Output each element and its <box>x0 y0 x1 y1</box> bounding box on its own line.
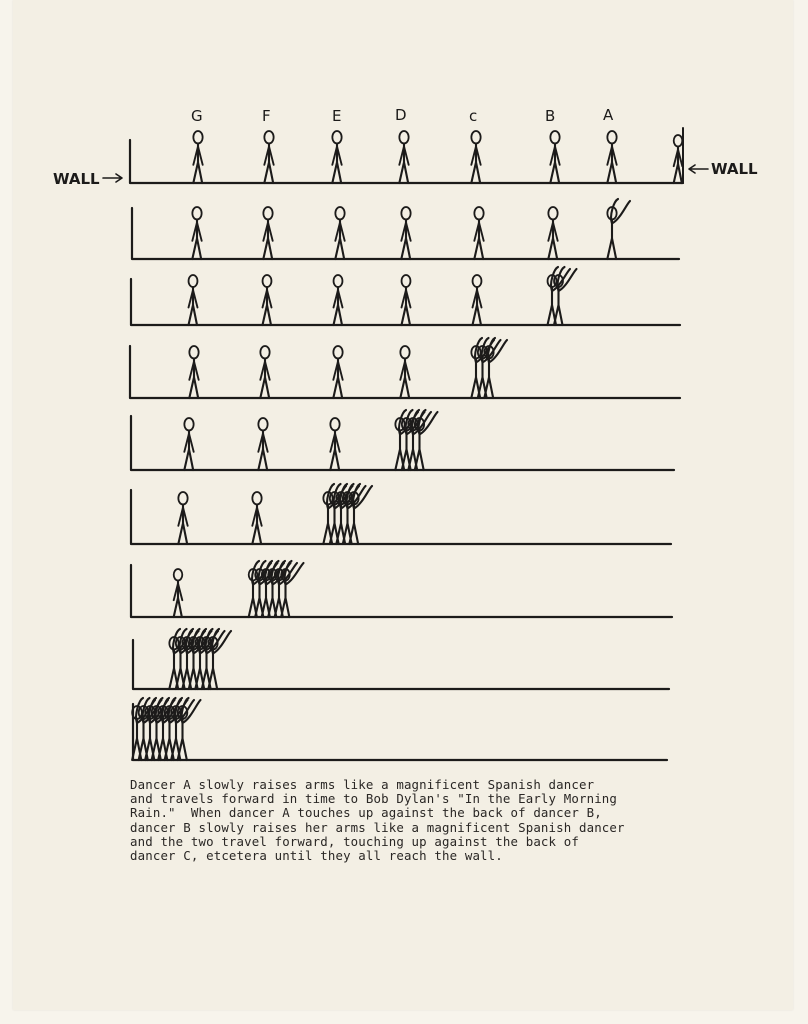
standing-dancer <box>189 346 198 398</box>
standing-dancer <box>474 207 483 259</box>
dancer-label-a: A <box>603 106 614 124</box>
score-row <box>131 561 672 617</box>
standing-dancer <box>399 131 408 183</box>
caption-line: dancer B slowly raises her arms like a magnificent Spanish dancer <box>130 819 625 835</box>
wall-left-arrow-icon <box>103 174 122 182</box>
dancer-letter-labels <box>191 106 614 125</box>
standing-dancer <box>333 346 342 398</box>
dancer-label-d: D <box>395 106 407 124</box>
dancer-label-e: E <box>332 107 342 125</box>
wall-left-label: WALL <box>53 170 100 188</box>
standing-dancer <box>332 131 341 183</box>
dancer-label-b: B <box>545 107 556 125</box>
standing-dancer <box>334 275 343 325</box>
standing-dancer <box>330 418 339 470</box>
standing-dancer <box>548 207 557 259</box>
standing-dancer <box>550 131 559 183</box>
standing-dancer <box>193 131 202 183</box>
caption-text <box>130 778 770 863</box>
floor-line <box>131 490 671 544</box>
standing-dancer <box>335 207 344 259</box>
standing-dancer <box>471 131 480 183</box>
floor-line <box>133 704 667 760</box>
wall-figure <box>674 135 683 183</box>
score-row <box>132 199 679 259</box>
score-row <box>131 410 674 470</box>
score-row <box>130 338 680 398</box>
standing-dancer <box>400 346 409 398</box>
standing-dancer <box>260 346 269 398</box>
dancing-dancer <box>607 199 630 259</box>
standing-dancer <box>192 207 201 259</box>
standing-dancer <box>263 275 272 325</box>
score-row <box>133 629 669 689</box>
standing-dancer <box>189 275 198 325</box>
caption-line: and the two travel forward, touching up against the back of <box>130 833 579 849</box>
dancer-label-c: c <box>469 107 478 125</box>
score-row <box>131 267 680 325</box>
standing-dancer <box>263 207 272 259</box>
standing-dancer <box>607 131 616 183</box>
dancer-label-g: G <box>191 107 203 125</box>
caption-line: and travels forward in time to Bob Dylan's "In the Early Morning <box>130 791 618 807</box>
wall-right-arrow-icon <box>689 165 708 173</box>
caption-line: Dancer A slowly raises arms like a magnificent Spanish dancer <box>130 777 595 792</box>
floor-line <box>131 565 672 617</box>
standing-dancer <box>178 492 187 544</box>
standing-dancer <box>258 418 267 470</box>
standing-dancer <box>401 207 410 259</box>
standing-dancer <box>174 569 183 617</box>
dancer-label-f: F <box>262 107 271 125</box>
standing-dancer <box>473 275 482 325</box>
wall-right-label: WALL <box>711 160 758 178</box>
score-row <box>130 128 683 183</box>
score-row <box>132 698 667 760</box>
standing-dancer <box>264 131 273 183</box>
standing-dancer <box>184 418 193 470</box>
score-rows <box>130 128 683 760</box>
standing-dancer <box>252 492 261 544</box>
standing-dancer <box>402 275 411 325</box>
score-row <box>131 484 671 544</box>
caption-line: dancer C, etcetera until they all reach the wall. <box>130 848 503 864</box>
caption-line: Rain." When dancer A touches up against the back of dancer B, <box>130 805 602 821</box>
